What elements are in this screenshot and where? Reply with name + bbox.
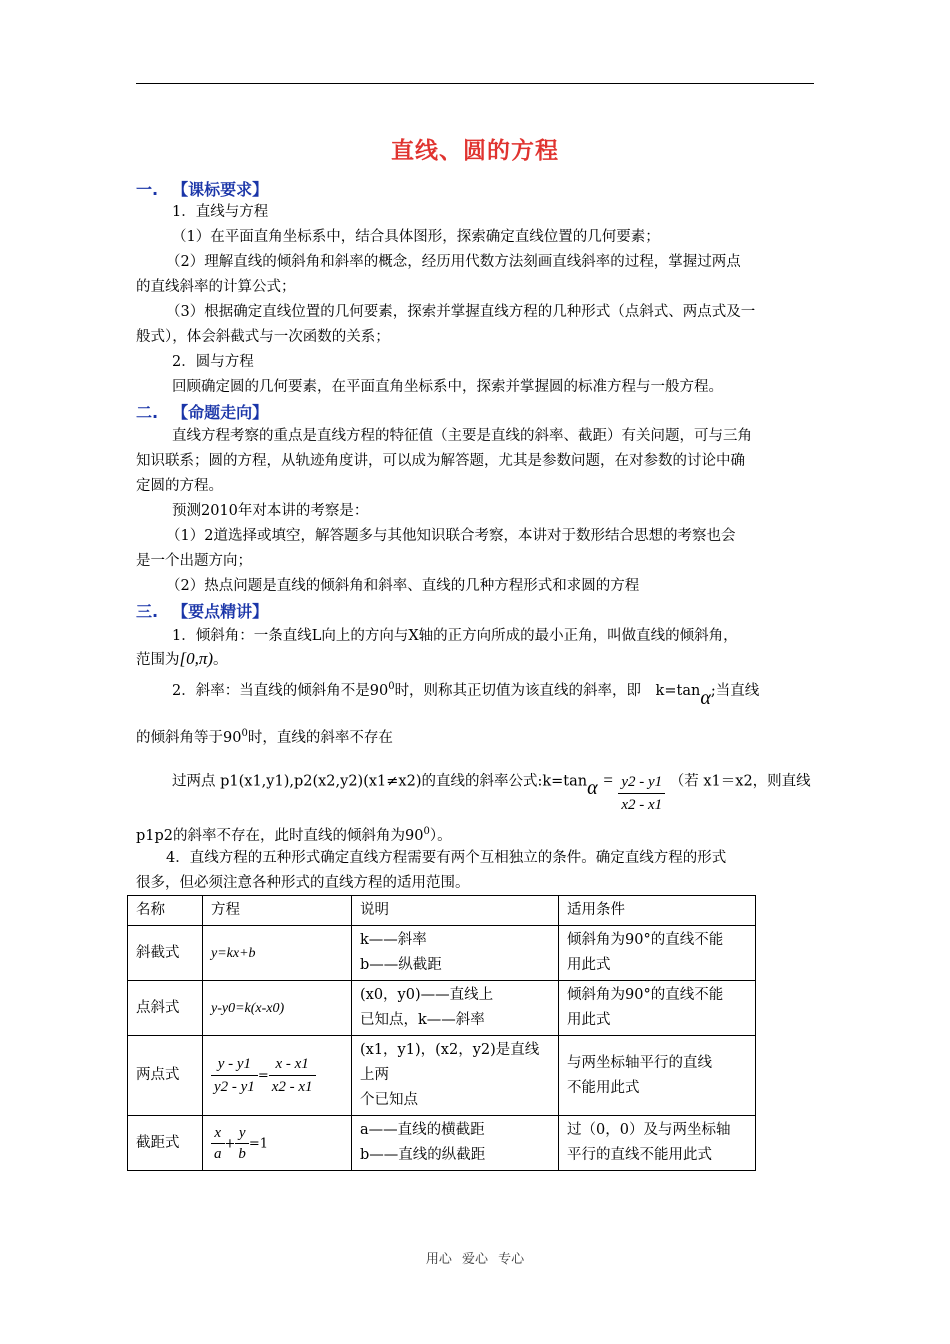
form-description: [352, 926, 559, 981]
form-condition: [559, 1116, 756, 1171]
paragraph: 1．倾斜角：一条直线L向上的方向与X轴的正方向所成的最小正角，叫做直线的倾斜角，: [172, 628, 738, 644]
page-title: 直线、圆的方程: [391, 138, 559, 164]
range-expression: [0,π): [179, 649, 214, 668]
paragraph: 知识联系；圆的方程，从轨迹角度讲，可以成为解答题，尤其是参数问题，在对参数的讨论中确: [136, 453, 745, 469]
text: 。: [213, 652, 228, 668]
cond-line: 平行的直线不能用此式: [567, 1147, 712, 1163]
desc-line: k——斜率: [360, 932, 427, 948]
paragraph: 般式），体会斜截式与一次函数的关系；: [136, 329, 390, 345]
table-header-row: [128, 896, 756, 926]
section-label: 【命题走向】: [172, 403, 269, 422]
desc-line: b——直线的纵截距: [360, 1147, 486, 1163]
table-row: [128, 981, 756, 1036]
text: 时，直线的斜率不存在: [247, 729, 393, 746]
table-header-cell: 名称: [128, 896, 203, 926]
fraction-denominator: x2 - x1: [621, 797, 663, 813]
desc-line: (x0，y0)——直线上: [360, 987, 494, 1003]
page-footer: 用心 爱心 专心: [425, 1252, 525, 1267]
equals-sign: =: [602, 770, 614, 790]
desc-line: (x1，y1)，(x2，y2)是直线上两: [360, 1042, 540, 1083]
intercept-y-fraction: [235, 1123, 249, 1164]
text: 时，则称其正切值为该直线的斜率，即 k=tan: [394, 682, 701, 699]
text: ）。: [429, 827, 452, 844]
degree-sup: 0: [423, 826, 430, 837]
desc-line: 已知点，k——斜率: [360, 1012, 485, 1028]
cond-line: 倾斜角为90°的直线不能: [567, 987, 724, 1003]
cond-line: 过（0，0）及与两坐标轴: [567, 1122, 731, 1138]
form-equation: [203, 1116, 352, 1171]
paragraph-slope-formula: [172, 759, 852, 813]
fraction-denominator: x2 - x1: [271, 1079, 313, 1095]
text: 2．斜率：当直线的倾斜角不是90: [172, 682, 389, 699]
text: 范围为: [136, 652, 180, 668]
cond-line: 用此式: [567, 1012, 611, 1028]
cond-line: 不能用此式: [567, 1079, 640, 1096]
form-description: [352, 1036, 559, 1116]
fraction-numerator: y: [235, 1123, 249, 1144]
section-label: 【要点精讲】: [172, 602, 269, 621]
paragraph: 1．直线与方程: [172, 204, 269, 220]
table-header-cell: 说明: [352, 896, 559, 926]
fraction-denominator: y2 - y1: [214, 1079, 255, 1095]
form-name: 两点式: [128, 1036, 203, 1116]
paragraph: 预测2010年对本讲的考察是：: [172, 503, 369, 519]
equals-sign: =: [257, 1068, 269, 1084]
paragraph: [136, 822, 816, 846]
section-heading-key-points: [136, 599, 268, 622]
table-row: [128, 1116, 756, 1171]
two-point-left-fraction: [211, 1053, 258, 1098]
paragraph: [136, 724, 816, 748]
form-equation: [203, 1036, 352, 1116]
paragraph: 的直线斜率的计算公式；: [136, 279, 296, 295]
fraction-numerator: x: [211, 1123, 225, 1144]
paragraph: （1）在平面直角坐标系中，结合具体图形，探索确定直线位置的几何要素；: [172, 229, 660, 245]
form-name: 点斜式: [128, 981, 203, 1036]
paragraph: 回顾确定圆的几何要素，在平面直角坐标系中，探索并掌握圆的标准方程与一般方程。: [172, 379, 723, 395]
fraction-numerator: y - y1: [211, 1053, 258, 1076]
paragraph: 是一个出题方向；: [136, 553, 252, 569]
section-heading-standards: [136, 177, 268, 200]
equals-one: =1: [248, 1136, 269, 1151]
paragraph: （2）理解直线的倾斜角和斜率的概念，经历用代数方法刻画直线斜率的过程，掌握过两点: [166, 254, 741, 270]
table-header-cell: 适用条件: [559, 896, 756, 926]
paragraph: （3）根据确定直线位置的几何要素，探索并掌握直线方程的几种形式（点斜式、两点式及一: [166, 304, 756, 320]
paragraph: （1）2道选择或填空，解答题多与其他知识联合考察，本讲对于数形结合思想的考察也会: [166, 528, 736, 544]
cond-line: 倾斜角为90°的直线不能: [567, 932, 724, 948]
paragraph: （2）热点问题是直线的倾斜角和斜率、直线的几种方程形式和求圆的方程: [166, 578, 640, 594]
slope-fraction: [618, 771, 665, 816]
text: p1p2的斜率不存在，此时直线的倾斜角为90: [136, 827, 424, 844]
section-heading-trends: [136, 400, 268, 423]
cond-line: 与两坐标轴平行的直线: [567, 1054, 712, 1071]
alpha-symbol: α: [700, 686, 711, 709]
plus-sign: +: [224, 1136, 236, 1151]
section-number: 二.: [136, 403, 159, 422]
paragraph-slope: [172, 677, 852, 709]
form-condition: [559, 981, 756, 1036]
alpha-symbol: α: [587, 776, 598, 799]
paragraph: 2．圆与方程: [172, 354, 254, 370]
form-name: 斜截式: [128, 926, 203, 981]
form-equation: y=kx+b: [203, 926, 352, 981]
text: 的倾斜角等于90: [136, 729, 242, 746]
fraction-numerator: x - x1: [269, 1053, 316, 1076]
text: ;当直线: [710, 682, 760, 699]
form-condition: [559, 926, 756, 981]
section-label: 【课标要求】: [172, 180, 269, 199]
desc-line: b——纵截距: [360, 957, 442, 973]
two-point-right-fraction: [269, 1053, 316, 1098]
paragraph: 直线方程考察的重点是直线方程的特征值（主要是直线的斜率、截距）有关问题，可与三角: [172, 428, 752, 444]
header-rule: [136, 83, 814, 84]
line-equation-forms-table: [127, 895, 756, 1171]
degree-sup: 0: [388, 681, 395, 692]
table-header-cell: 方程: [203, 896, 352, 926]
form-condition: [559, 1036, 756, 1116]
fraction-denominator: a: [214, 1145, 222, 1162]
paragraph-range: [136, 649, 816, 670]
degree-sup: 0: [241, 728, 248, 739]
fraction-denominator: b: [238, 1145, 246, 1162]
paragraph: 4．直线方程的五种形式确定直线方程需要有两个互相独立的条件。确定直线方程的形式: [166, 850, 727, 866]
paragraph: 定圆的方程。: [136, 478, 223, 494]
intercept-x-fraction: [211, 1123, 225, 1164]
fraction-numerator: y2 - y1: [618, 771, 665, 794]
form-description: [352, 1116, 559, 1171]
paragraph: 很多，但必须注意各种形式的直线方程的适用范围。: [136, 875, 470, 891]
text: （若 x1＝x2，则直线: [669, 773, 811, 790]
form-name: 截距式: [128, 1116, 203, 1171]
form-equation: y-y0=k(x-x0): [203, 981, 352, 1036]
table-row: [128, 1036, 756, 1116]
text: 过两点 p1(x1,y1),p2(x2,y2)(x1≠x2)的直线的斜率公式:k=tan: [172, 773, 588, 790]
desc-line: a——直线的横截距: [360, 1122, 485, 1138]
desc-line: 个已知点: [360, 1092, 418, 1108]
section-number: 一.: [136, 180, 159, 199]
form-description: [352, 981, 559, 1036]
table-row: [128, 926, 756, 981]
cond-line: 用此式: [567, 957, 611, 973]
section-number: 三.: [136, 602, 159, 621]
